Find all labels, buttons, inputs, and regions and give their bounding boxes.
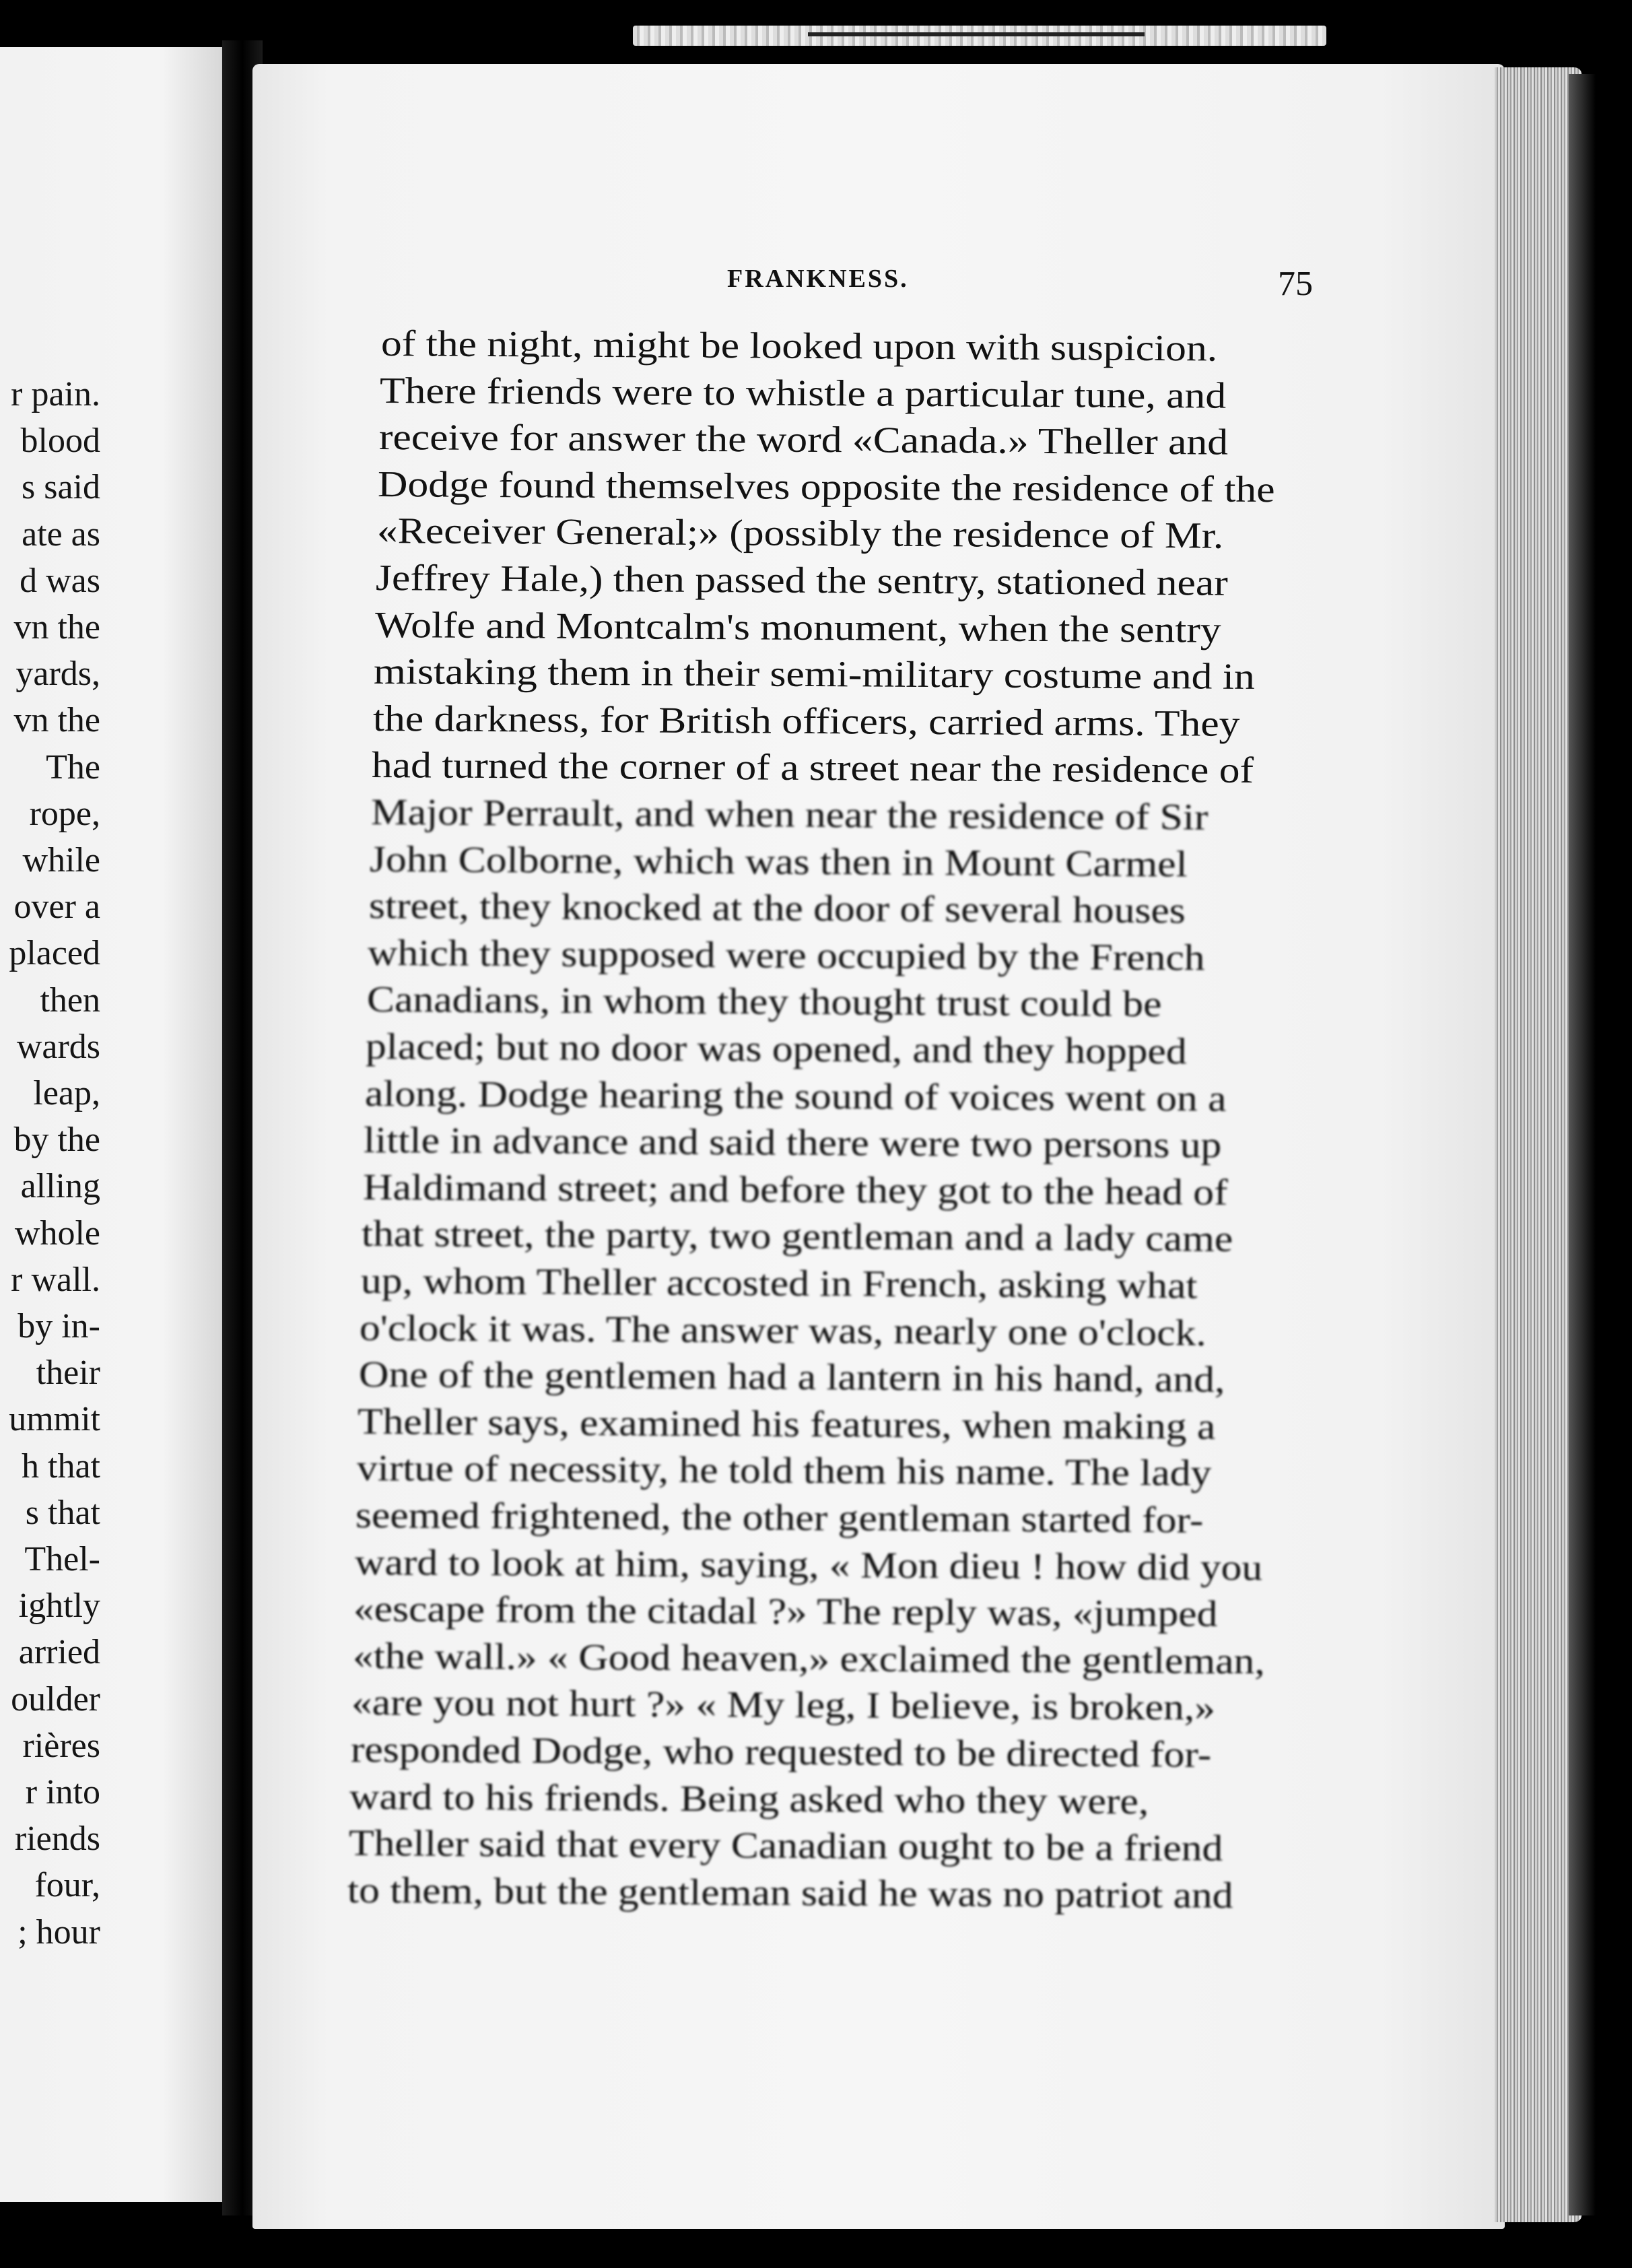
running-head: FRANKNESS. xyxy=(727,265,909,293)
body-line: virtue of necessity, he told them his name. The lady xyxy=(356,1447,1212,1494)
left-page-line: over a xyxy=(13,888,100,927)
left-page-line: four, xyxy=(34,1866,100,1905)
body-line: Theller says, examined his features, when making a xyxy=(357,1400,1216,1447)
body-line: the darkness, for British officers, carried arms. They xyxy=(372,697,1240,744)
body-line: mistaking them in their semi-military costume and in xyxy=(374,651,1256,698)
body-line: o'clock it was. The answer was, nearly one o'clock. xyxy=(359,1306,1207,1354)
left-page-line: by the xyxy=(13,1121,100,1160)
body-line: «Receiver General;» (possibly the residence of Mr. xyxy=(376,510,1224,557)
left-facing-page xyxy=(0,47,232,2202)
left-page-line: yards, xyxy=(15,655,100,694)
left-page-line: their xyxy=(36,1354,100,1393)
left-page-line: then xyxy=(40,980,100,1020)
body-line: John Colborne, which was then in Mount Carmel xyxy=(370,838,1188,885)
left-page-line: Thel- xyxy=(24,1540,100,1578)
left-page-line: r pain. xyxy=(11,375,100,413)
left-page-line: vn the xyxy=(13,701,100,740)
body-line: ward to his friends. Being asked who they were, xyxy=(349,1775,1149,1822)
body-line: Canadians, in whom they thought trust could be xyxy=(366,978,1162,1025)
left-page-line: riends xyxy=(14,1820,100,1859)
left-page-line: leap, xyxy=(33,1074,100,1112)
left-page-line: oulder xyxy=(11,1679,100,1719)
left-page-line: alling xyxy=(20,1167,100,1206)
body-line: of the night, might be looked upon with suspicion. xyxy=(380,323,1218,369)
page-edge-shadow xyxy=(1569,74,1596,2215)
left-page-line: h that xyxy=(22,1446,100,1486)
body-line: There friends were to whistle a particular tune, and xyxy=(380,369,1227,416)
body-line: One of the gentlemen had a lantern in his hand, and, xyxy=(358,1354,1225,1401)
body-line: receive for answer the word «Canada.» Theller and xyxy=(378,416,1229,463)
body-line: which they supposed were occupied by the French xyxy=(368,931,1206,978)
body-line: Major Perrault, and when near the residence of Sir xyxy=(370,791,1209,838)
body-line: Dodge found themselves opposite the residence of the xyxy=(378,463,1276,510)
body-line: had turned the corner of a street near the residence of xyxy=(372,744,1254,791)
body-line: placed; but no door was opened, and they hopped xyxy=(366,1026,1188,1072)
body-line: Jeffrey Hale,) then passed the sentry, stationed near xyxy=(376,557,1229,603)
left-page-line: while xyxy=(22,841,100,879)
left-page-line: wards xyxy=(16,1027,100,1066)
left-page-line: by in- xyxy=(18,1307,100,1345)
body-line: ward to look at him, saying, « Mon dieu ! how did you xyxy=(354,1541,1262,1588)
left-page-line: d was xyxy=(20,561,100,600)
body-line: seemed frightened, the other gentleman started for- xyxy=(355,1494,1204,1541)
left-page-line: s said xyxy=(22,468,100,507)
body-line: «the wall.» « Good heaven,» exclaimed the gentleman, xyxy=(352,1634,1265,1682)
top-edge-mark xyxy=(808,32,1145,36)
body-line: Theller said that every Canadian ought to be a friend xyxy=(348,1822,1223,1869)
body-line: along. Dodge hearing the sound of voices went on a xyxy=(364,1072,1227,1119)
left-page-line: rières xyxy=(22,1726,100,1765)
body-line: «escape from the citadal ?» The reply was, «jumped xyxy=(353,1588,1218,1635)
left-page-line: ; hour xyxy=(18,1912,100,1952)
left-page-line: ummit xyxy=(9,1400,100,1439)
left-page-line: r into xyxy=(25,1773,100,1811)
body-line: street, they knocked at the door of several houses xyxy=(368,885,1186,931)
page-number: 75 xyxy=(1278,265,1313,303)
body-line: little in advance and said there were two persons up xyxy=(364,1119,1222,1166)
left-page-line: ightly xyxy=(18,1587,100,1626)
body-line: responded Dodge, who requested to be directed for- xyxy=(350,1729,1211,1775)
left-page-line: whole xyxy=(14,1213,100,1253)
left-page-line: blood xyxy=(20,422,100,461)
left-page-line: vn the xyxy=(13,608,100,646)
body-line: Haldimand street; and before they got to the head of xyxy=(362,1166,1228,1213)
body-line: «are you not hurt ?» « My leg, I believe, is broken,» xyxy=(351,1681,1216,1729)
left-page-line: ate as xyxy=(22,514,100,554)
left-page-line: arried xyxy=(18,1633,100,1672)
left-page-line: The xyxy=(46,747,100,787)
body-line: Wolfe and Montcalm's monument, when the sentry xyxy=(374,603,1221,651)
left-page-line: s that xyxy=(25,1493,100,1532)
left-page-line: r wall. xyxy=(11,1260,100,1299)
left-page-line: placed xyxy=(9,934,100,973)
body-line: up, whom Theller accosted in French, asking what xyxy=(360,1260,1198,1306)
body-line: that street, the party, two gentleman and a lady came xyxy=(362,1213,1233,1260)
body-line: to them, but the gentleman said he was no patriot and xyxy=(347,1869,1233,1916)
left-page-line: rope, xyxy=(29,794,100,833)
